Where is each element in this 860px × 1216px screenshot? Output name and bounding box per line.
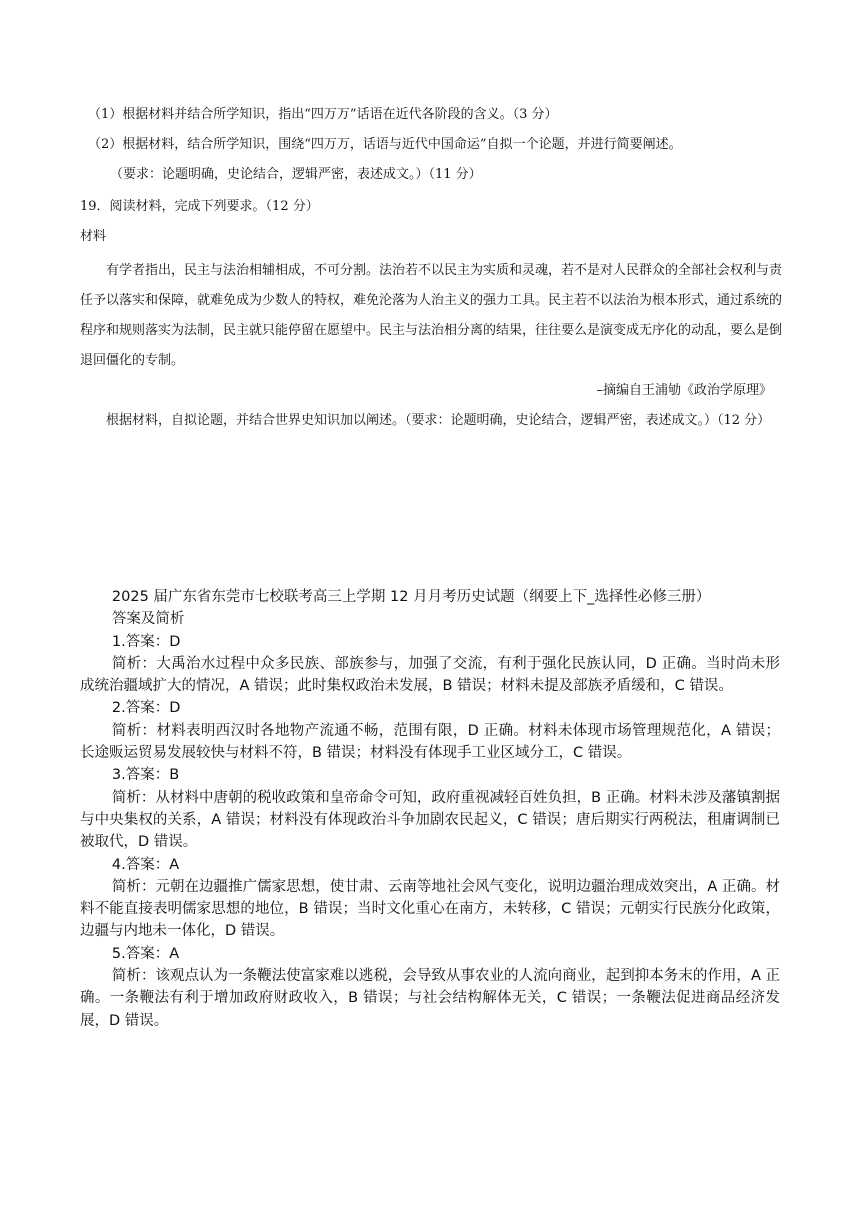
answer-1: 1.答案：D xyxy=(111,633,181,650)
question-18-part-2-requirement: （要求：论题明确，史论结合，逻辑严密，表述成文。）（11 分） xyxy=(110,167,482,182)
material-source: –摘编自王浦劬《政治学原理》 xyxy=(596,383,772,398)
analysis-3: 简析：从材料中唐朝的税收政策和皇帝命令可知，政府重视减轻百姓负担，B 正确。材料未涉及藩镇割据与中央集权的关系，A 错误；材料没有体现政治斗争加剧农民起义，C 错误；唐后期实行两税法，租庸调制已被取代，D 错误。 xyxy=(80,789,780,851)
question-18-part-1: （1）根据材料并结合所学知识，指出“四万万”话语在近代各阶段的含义。（3 分） xyxy=(88,107,558,122)
material-label: 材料 xyxy=(80,229,107,244)
question-19-heading: 19．阅读材料，完成下列要求。（12 分） xyxy=(80,199,319,214)
answer-subtitle: 答案及简析 xyxy=(111,611,185,628)
answer-4: 4.答案：A xyxy=(111,856,180,873)
answer-5: 5.答案：A xyxy=(111,945,180,962)
question-19-task: 根据材料，自拟论题，并结合世界史知识加以阐述。（要求：论题明确，史论结合，逻辑严密，表述成文。）（12 分） xyxy=(106,413,771,428)
answer-section xyxy=(80,586,780,1032)
answer-title: 2025 届广东省东莞市七校联考高三上学期 12 月月考历史试题（纲要上下_选择性必修三册） xyxy=(111,589,711,605)
question-18-part-2: （2）根据材料，结合所学知识，围绕“四万万，话语与近代中国命运”自拟一个论题，并进行简要阐述。 xyxy=(88,137,682,152)
material-paragraph: 有学者指出，民主与法治相辅相成，不可分割。法治若不以民主为实质和灵魂，若不是对人民群众的全部社会权利与责任予以落实和保障，就难免成为少数人的特权，难免沦落为人治主义的强力工具。民主若不以法治为根本形式，通过系统的程序和规则落实为法制，民主就只能停留在愿望中。民主与法治相分离的结果，往往要么是演变成无序化的动乱，要么是倒退回僵化的专制。 xyxy=(80,263,783,368)
analysis-5: 简析：该观点认为一条鞭法使富家难以逃税，会导致从事农业的人流向商业，起到抑本务末的作用，A 正确。一条鞭法有利于增加政府财政收入，B 错误；与社会结构解体无关，C 错误；一条鞭法促进商品经济发展，D 错误。 xyxy=(80,968,780,1029)
analysis-2: 简析：材料表明西汉时各地物产流通不畅，范围有限，D 正确。材料未体现市场管理规范化，A 错误；长途贩运贸易发展较快与材料不符，B 错误；材料没有体现手工业区域分工，C 错误。 xyxy=(80,722,780,762)
analysis-4: 简析：元朝在边疆推广儒家思想，使甘肃、云南等地社会风气变化，说明边疆治理成效突出，A 正确。材料不能直接表明儒家思想的地位，B 错误；当时文化重心在南方，未转移，C 错误；元朝实行民族分化政策，边疆与内地未一体化，D 错误。 xyxy=(80,878,780,940)
analysis-1: 简析：大禹治水过程中众多民族、部族参与，加强了交流，有利于强化民族认同，D 正确。当时尚未形成统治疆域扩大的情况，A 错误；此时集权政治未发展，B 错误；材料未提及部族矛盾缓和，C 错误。 xyxy=(80,655,780,695)
question-section xyxy=(80,100,782,436)
answer-2: 2.答案：D xyxy=(111,700,181,717)
answer-3: 3.答案：B xyxy=(111,767,180,784)
